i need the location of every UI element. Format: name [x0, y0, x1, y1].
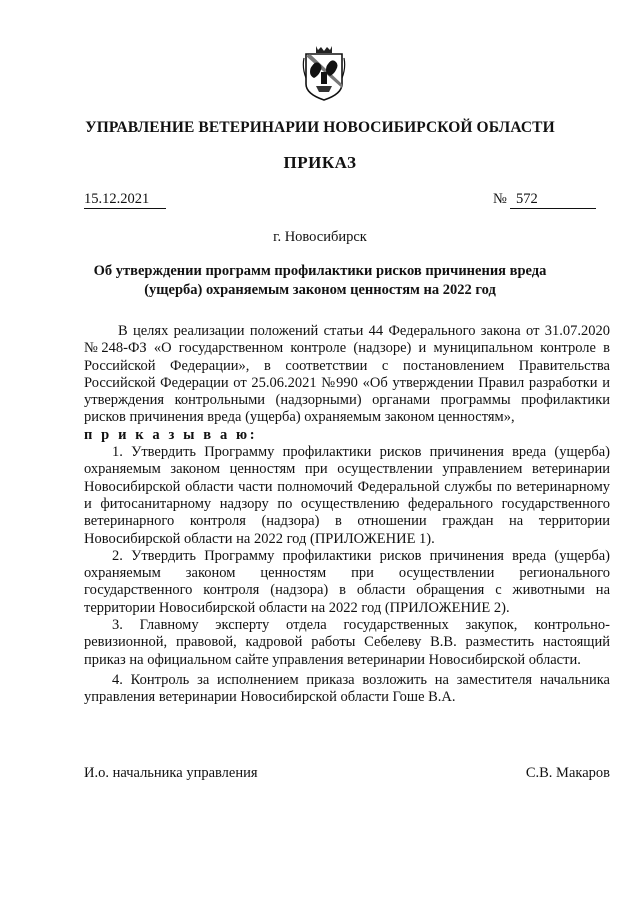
document-date: 15.12.2021	[84, 191, 166, 209]
signatory-position: И.о. начальника управления	[84, 765, 258, 781]
document-number: 572	[510, 191, 596, 209]
order-item-3: 3. Главному эксперту отдела государственных закупок, контрольно-ревизионной, правовой, кадровой работы Себелеву В.В. разместить настоящий приказ на официальном сайте управления ветеринарии Новосибирской области.	[84, 617, 610, 668]
order-word: п р и к а з ы в а ю:	[84, 426, 258, 443]
document-number-label: №	[493, 191, 507, 207]
organization-title: УПРАВЛЕНИЕ ВЕТЕРИНАРИИ НОВОСИБИРСКОЙ ОБЛАСТИ	[85, 119, 555, 136]
signatory-name: С.В. Макаров	[525, 765, 610, 781]
order-item-2: 2. Утвердить Программу профилактики рисков причинения вреда (ущерба) охраняемым законом ценностям при осуществлении регионального государственного контроля (надзора) в области обращения с животными на территории Новосибирской области на 2022 год (ПРИЛОЖЕНИЕ 2).	[84, 547, 610, 616]
order-item-1: 1. Утвердить Программу профилактики рисков причинения вреда (ущерба) охраняемым законом ценностям при осуществлении управлением ветеринарии Новосибирской области части полномочий Федеральной службы по ветеринарному и фитосанитарному надзору по осуществлению федерального государственного ветеринарного контроля (надзора) в отношении граждан на территории Новосибирской области на 2022 год (ПРИЛОЖЕНИЕ 1).	[84, 444, 610, 547]
city-line: г. Новосибирск	[273, 229, 367, 245]
document-type-heading: ПРИКАЗ	[283, 153, 357, 172]
preamble-paragraph: В целях реализации положений статьи 44 Федерального закона от 31.07.2020 №248-ФЗ «О государственном контроле (надзоре) и муниципальном контроле в Российской Федерации», в соответствии с постановлением Правительства Российской Федерации от 25.06.2021 №990 «Об утверждении Правил разработки и утверждения контрольными (надзорными) органами программы профилактики рисков причинения вреда (ущерба) охраняемым законом ценностям»,	[84, 323, 610, 426]
order-item-4: 4. Контроль за исполнением приказа возложить на заместителя начальника управления ветеринарии Новосибирской области Гоше В.А.	[84, 671, 610, 706]
document-subject: Об утверждении программ профилактики рисков причинения вреда (ущерба) охраняемым законом ценностям на 2022 год	[93, 263, 547, 298]
novosibirsk-coat-of-arms-icon	[302, 44, 346, 102]
document-body	[84, 323, 610, 707]
